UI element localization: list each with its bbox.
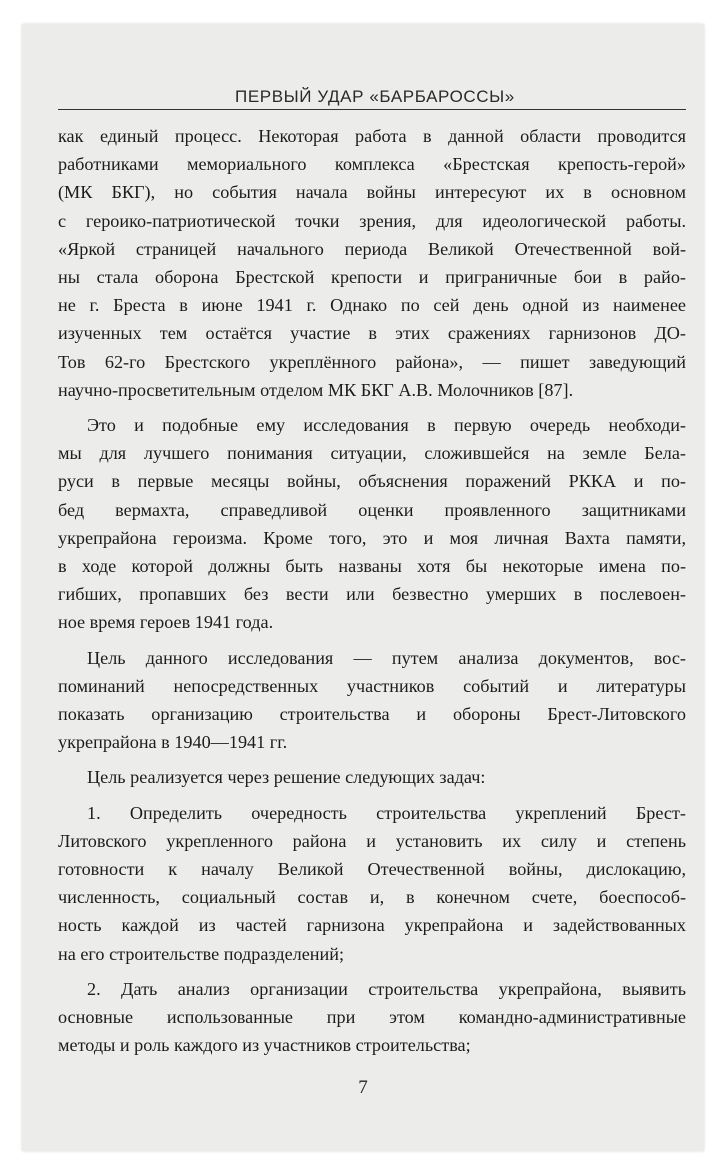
text-line: методы и роль каждого из участников строительства;: [58, 1035, 471, 1056]
running-head: ПЕРВЫЙ УДАР «БАРБАРОССЫ»: [235, 87, 515, 106]
text-line: поминаний непосредственных участников событий и литературы: [58, 675, 686, 696]
text-line: ное время героев 1941 года.: [58, 612, 274, 633]
text-line: (МК БКГ), но события начала войны интересуют их в основном: [58, 182, 686, 203]
text-line: Тов 62-го Брестского укреплённого района», — пишет заведующий: [58, 351, 686, 372]
text-line: 1. Определить очередность строительства укреплений Брест-: [87, 802, 686, 823]
text-line: укрепрайона героизма. Кроме того, это и моя личная Вахта памяти,: [58, 527, 686, 548]
text-line: ность каждой из частей гарнизона укрепрайона и задействованных: [58, 915, 686, 936]
text-line: готовности к началу Великой Отечественной войны, дислокацию,: [58, 859, 686, 880]
paragraph-5: [58, 799, 686, 968]
text-line: Это и подобные ему исследования в первую очередь необходи-: [87, 415, 686, 436]
paragraph-3: [58, 644, 686, 757]
paragraph-2: [58, 411, 686, 637]
text-line: на его строительстве подразделений;: [58, 943, 345, 964]
page-body: [58, 122, 686, 1067]
text-line: Литовского укрепленного района и установить их силу и степень: [58, 830, 686, 851]
text-line: Цель данного исследования — путем анализа документов, вос-: [87, 647, 686, 668]
text-line: изученных тем остаётся участие в этих сражениях гарнизонов ДО-: [58, 323, 686, 344]
text-line: ны стала оборона Брестской крепости и приграничные бои в райо-: [58, 267, 686, 288]
text-line: не г. Бреста в июне 1941 г. Однако по сей день одной из наименее: [58, 295, 686, 316]
paragraph-4: [58, 763, 686, 791]
text-line: в ходе которой должны быть названы хотя бы некоторые имена по-: [58, 556, 686, 577]
text-line: показать организацию строительства и обороны Брест-Литовского: [58, 704, 686, 725]
text-line: «Яркой страницей начального периода Великой Отечественной вой-: [58, 238, 686, 259]
text-line: мы для лучшего понимания ситуации, сложившейся на земле Бела-: [58, 443, 686, 464]
text-line: научно-просветительным отделом МК БКГ А.В. Молочников [87].: [58, 379, 574, 400]
text-line: Цель реализуется через решение следующих задач:: [87, 767, 486, 788]
text-line: гибших, пропавших без вести или безвестно умерших в послевоен-: [58, 584, 686, 605]
text-line: как единый процесс. Некоторая работа в данной области проводится: [58, 126, 686, 146]
header-rule: [58, 109, 686, 110]
paragraph-6: [58, 975, 686, 1060]
text-line: с героико-патриотической точки зрения, для идеологической работы.: [58, 210, 686, 231]
book-page: [22, 24, 704, 1151]
text-line: бед вермахта, справедливой оценки проявленного защитниками: [58, 499, 686, 520]
text-line: руси в первые месяцы войны, объяснения поражений РККА и по-: [58, 471, 686, 492]
text-line: основные использованные при этом командно-административные: [58, 1007, 686, 1028]
text-line: 2. Дать анализ организации строительства укрепрайона, выявить: [87, 978, 686, 999]
paragraph-1: [58, 122, 686, 404]
text-line: укрепрайона в 1940—1941 гг.: [58, 732, 288, 753]
page-number: 7: [358, 1077, 368, 1098]
text-line: численность, социальный состав и, в конечном счете, боеспособ-: [58, 887, 686, 908]
text-line: работниками мемориального комплекса «Брестская крепость-герой»: [58, 154, 686, 175]
